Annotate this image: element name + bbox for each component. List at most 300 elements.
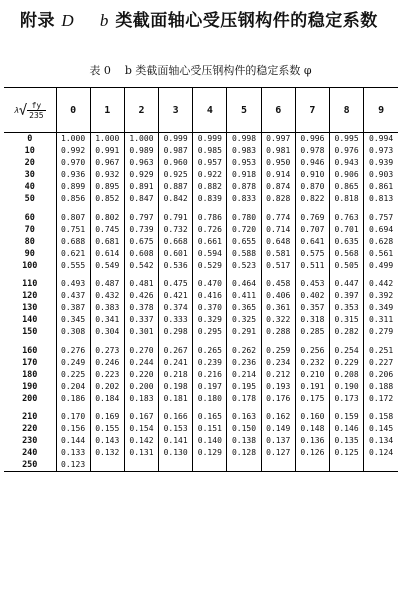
caption-number: 0 <box>103 64 111 77</box>
value-cell: 0.191 <box>295 381 329 393</box>
value-cell: 0.273 <box>90 345 124 357</box>
value-cell: 1.000 <box>124 133 158 146</box>
value-cell: 0.345 <box>56 314 90 326</box>
value-cell: 0.493 <box>56 278 90 290</box>
value-cell: 0.150 <box>227 423 261 435</box>
row-label-cell: 240 <box>22 448 38 459</box>
value-cell: 0.193 <box>261 381 295 393</box>
value-cell: 0.925 <box>159 169 193 181</box>
table-row <box>4 369 398 381</box>
value-cell: 0.241 <box>159 357 193 369</box>
heading-prefix: 附录 <box>20 11 55 31</box>
table-row <box>4 447 398 459</box>
value-cell: 0.129 <box>193 447 227 459</box>
value-cell: 0.254 <box>330 345 364 357</box>
value-cell: 0.499 <box>364 260 398 272</box>
value-cell: 0.991 <box>90 145 124 157</box>
value-cell: 0.176 <box>261 393 295 405</box>
value-cell: 0.183 <box>124 393 158 405</box>
value-cell: 0.146 <box>330 423 364 435</box>
value-cell: 0.661 <box>193 236 227 248</box>
value-cell: 0.999 <box>193 133 227 146</box>
value-cell: 0.847 <box>124 193 158 205</box>
value-cell: 0.311 <box>364 314 398 326</box>
value-cell: 0.555 <box>56 260 90 272</box>
radicand-fraction <box>27 101 45 120</box>
value-cell <box>159 459 193 472</box>
value-cell: 0.151 <box>193 423 227 435</box>
value-cell: 0.216 <box>193 369 227 381</box>
value-cell: 0.184 <box>90 393 124 405</box>
value-cell: 0.162 <box>261 411 295 423</box>
row-label-cell: 140 <box>22 315 38 326</box>
value-cell: 0.163 <box>227 411 261 423</box>
value-cell: 0.751 <box>56 224 90 236</box>
value-cell: 0.178 <box>227 393 261 405</box>
value-cell: 0.416 <box>193 290 227 302</box>
caption-label: 表 <box>89 64 101 77</box>
value-cell: 0.141 <box>159 435 193 447</box>
row-label-cell: 250 <box>4 459 56 472</box>
value-cell: 0.987 <box>159 145 193 157</box>
value-cell: 0.236 <box>227 357 261 369</box>
value-cell: 0.276 <box>56 345 90 357</box>
value-cell: 0.165 <box>193 411 227 423</box>
value-cell: 0.259 <box>261 345 295 357</box>
value-cell: 0.688 <box>56 236 90 248</box>
value-cell: 0.970 <box>56 157 90 169</box>
value-cell: 0.153 <box>159 423 193 435</box>
value-cell: 0.487 <box>90 278 124 290</box>
table-row <box>4 345 398 357</box>
value-cell: 0.939 <box>364 157 398 169</box>
value-cell: 0.206 <box>364 369 398 381</box>
value-cell: 0.511 <box>295 260 329 272</box>
value-cell: 0.167 <box>124 411 158 423</box>
value-cell: 0.133 <box>56 447 90 459</box>
value-cell: 0.130 <box>159 447 193 459</box>
value-cell: 0.635 <box>330 236 364 248</box>
value-cell: 0.694 <box>364 224 398 236</box>
value-cell <box>227 459 261 472</box>
value-cell: 0.726 <box>193 224 227 236</box>
table-row <box>4 224 398 236</box>
row-label-cell: 180 <box>22 369 38 380</box>
value-cell: 1.000 <box>90 133 124 146</box>
value-cell: 0.223 <box>90 369 124 381</box>
value-cell: 0.992 <box>56 145 90 157</box>
value-cell: 0.256 <box>295 345 329 357</box>
value-cell: 0.807 <box>56 212 90 224</box>
value-cell: 0.232 <box>295 357 329 369</box>
table-row <box>4 181 398 193</box>
value-cell: 0.166 <box>159 411 193 423</box>
table-row <box>4 381 398 393</box>
value-cell: 0.655 <box>227 236 261 248</box>
value-cell: 0.996 <box>295 133 329 146</box>
value-cell: 0.985 <box>193 145 227 157</box>
row-label-cell: 80 <box>24 236 35 247</box>
value-cell: 0.225 <box>56 369 90 381</box>
value-cell: 0.212 <box>261 369 295 381</box>
value-cell: 0.142 <box>124 435 158 447</box>
row-label-cell: 50 <box>24 194 35 205</box>
value-cell: 0.353 <box>330 302 364 314</box>
value-cell: 0.813 <box>364 193 398 205</box>
table-body <box>4 133 398 472</box>
table-caption <box>0 62 401 78</box>
value-cell: 0.983 <box>227 145 261 157</box>
value-cell: 0.536 <box>159 260 193 272</box>
value-cell: 0.707 <box>295 224 329 236</box>
value-cell: 0.426 <box>124 290 158 302</box>
value-cell: 1.000 <box>56 133 90 146</box>
value-cell: 0.208 <box>330 369 364 381</box>
value-cell: 0.882 <box>193 181 227 193</box>
row-label-cell: 100 <box>22 260 38 271</box>
page-heading <box>20 6 378 31</box>
value-cell: 0.170 <box>56 411 90 423</box>
value-cell: 0.802 <box>90 212 124 224</box>
value-cell: 0.608 <box>124 248 158 260</box>
row-label-cell: 20 <box>24 158 35 169</box>
value-cell: 0.137 <box>261 435 295 447</box>
value-cell: 0.234 <box>261 357 295 369</box>
heading-appendix-letter: D <box>61 11 75 30</box>
value-cell: 0.180 <box>193 393 227 405</box>
row-label-cell: 60 <box>24 212 35 223</box>
value-cell: 0.421 <box>159 290 193 302</box>
table-row <box>4 248 398 260</box>
value-cell: 0.325 <box>227 314 261 326</box>
value-cell: 0.936 <box>56 169 90 181</box>
value-cell: 0.298 <box>159 326 193 338</box>
sqrt-sign: √ <box>18 102 28 118</box>
row-label-cell: 170 <box>22 357 38 368</box>
row-label-cell: 150 <box>22 327 38 338</box>
value-cell: 0.675 <box>124 236 158 248</box>
value-cell: 0.995 <box>330 133 364 146</box>
value-cell: 0.301 <box>124 326 158 338</box>
value-cell: 0.899 <box>56 181 90 193</box>
value-cell: 0.186 <box>56 393 90 405</box>
value-cell: 0.156 <box>56 423 90 435</box>
value-cell: 0.943 <box>330 157 364 169</box>
value-cell: 0.973 <box>364 145 398 157</box>
value-cell: 0.322 <box>261 314 295 326</box>
table-row <box>4 212 398 224</box>
value-cell: 0.160 <box>295 411 329 423</box>
value-cell: 0.581 <box>261 248 295 260</box>
column-header: 8 <box>330 88 364 133</box>
value-cell: 0.128 <box>227 447 261 459</box>
value-cell: 0.333 <box>159 314 193 326</box>
value-cell: 0.361 <box>261 302 295 314</box>
row-label-cell: 220 <box>22 424 38 435</box>
heading-text: 类截面轴心受压钢构件的稳定系数 <box>115 11 378 31</box>
value-cell: 0.568 <box>330 248 364 260</box>
value-cell: 0.453 <box>295 278 329 290</box>
value-cell: 0.279 <box>364 326 398 338</box>
value-cell: 0.878 <box>227 181 261 193</box>
value-cell: 0.818 <box>330 193 364 205</box>
table-row <box>4 423 398 435</box>
value-cell: 0.910 <box>295 169 329 181</box>
value-cell: 0.903 <box>364 169 398 181</box>
caption-category-letter: b <box>124 64 132 77</box>
value-cell <box>295 459 329 472</box>
value-cell: 0.210 <box>295 369 329 381</box>
value-cell: 0.621 <box>56 248 90 260</box>
value-cell: 0.732 <box>159 224 193 236</box>
value-cell: 0.601 <box>159 248 193 260</box>
value-cell: 0.668 <box>159 236 193 248</box>
value-cell: 0.561 <box>364 248 398 260</box>
value-cell: 0.251 <box>364 345 398 357</box>
value-cell: 0.791 <box>159 212 193 224</box>
value-cell: 0.195 <box>227 381 261 393</box>
caption-text: 类截面轴心受压钢构件的稳定系数 <box>135 64 301 77</box>
value-cell: 0.267 <box>159 345 193 357</box>
value-cell: 0.963 <box>124 157 158 169</box>
value-cell: 0.318 <box>295 314 329 326</box>
value-cell: 0.200 <box>124 381 158 393</box>
value-cell: 0.447 <box>330 278 364 290</box>
table-row <box>4 157 398 169</box>
value-cell: 0.181 <box>159 393 193 405</box>
value-cell: 0.349 <box>364 302 398 314</box>
row-label-cell: 210 <box>22 411 38 422</box>
table-row <box>4 326 398 338</box>
table-row <box>4 411 398 423</box>
row-label-cell: 130 <box>22 303 38 314</box>
table-row <box>4 302 398 314</box>
value-cell: 0.144 <box>56 435 90 447</box>
value-cell: 0.198 <box>159 381 193 393</box>
table-row <box>4 169 398 181</box>
value-cell: 0.757 <box>364 212 398 224</box>
value-cell: 0.861 <box>364 181 398 193</box>
heading-category-letter: b <box>99 11 109 30</box>
value-cell: 0.239 <box>193 357 227 369</box>
value-cell: 0.197 <box>193 381 227 393</box>
value-cell: 0.745 <box>90 224 124 236</box>
value-cell: 0.357 <box>295 302 329 314</box>
value-cell: 0.517 <box>261 260 295 272</box>
value-cell: 0.998 <box>227 133 261 146</box>
value-cell <box>193 459 227 472</box>
value-cell: 0.341 <box>90 314 124 326</box>
value-cell: 0.125 <box>330 447 364 459</box>
row-label-cell: 30 <box>24 170 35 181</box>
radicand-denominator: 235 <box>29 110 44 120</box>
value-cell <box>124 459 158 472</box>
value-cell: 0.895 <box>90 181 124 193</box>
value-cell: 0.392 <box>364 290 398 302</box>
value-cell: 0.588 <box>227 248 261 260</box>
value-cell: 0.337 <box>124 314 158 326</box>
value-cell: 0.229 <box>330 357 364 369</box>
value-cell: 0.135 <box>330 435 364 447</box>
value-cell: 0.244 <box>124 357 158 369</box>
value-cell: 0.989 <box>124 145 158 157</box>
row-label-cell: 0 <box>27 134 33 144</box>
column-header: 9 <box>364 88 398 133</box>
value-cell: 0.295 <box>193 326 227 338</box>
value-cell: 0.291 <box>227 326 261 338</box>
value-cell <box>330 459 364 472</box>
value-cell: 0.270 <box>124 345 158 357</box>
value-cell: 0.929 <box>124 169 158 181</box>
column-header: 2 <box>124 88 158 133</box>
value-cell: 0.833 <box>227 193 261 205</box>
value-cell: 0.143 <box>90 435 124 447</box>
value-cell: 0.842 <box>159 193 193 205</box>
value-cell: 0.155 <box>90 423 124 435</box>
value-cell: 0.159 <box>330 411 364 423</box>
value-cell: 0.124 <box>364 447 398 459</box>
value-cell: 0.978 <box>295 145 329 157</box>
row-label-cell: 10 <box>24 146 35 157</box>
value-cell: 0.329 <box>193 314 227 326</box>
row-label-cell: 70 <box>24 224 35 235</box>
value-cell: 0.922 <box>193 169 227 181</box>
value-cell: 0.614 <box>90 248 124 260</box>
value-cell: 0.411 <box>227 290 261 302</box>
row-label-cell: 40 <box>24 182 35 193</box>
stability-coefficient-table <box>4 87 398 472</box>
value-cell: 0.997 <box>261 133 295 146</box>
value-cell: 0.891 <box>124 181 158 193</box>
value-cell: 0.138 <box>227 435 261 447</box>
column-header: 5 <box>227 88 261 133</box>
value-cell: 0.575 <box>295 248 329 260</box>
value-cell: 0.285 <box>295 326 329 338</box>
value-cell: 0.981 <box>261 145 295 157</box>
value-cell: 0.946 <box>295 157 329 169</box>
value-cell: 0.774 <box>261 212 295 224</box>
value-cell: 0.701 <box>330 224 364 236</box>
value-cell: 0.999 <box>159 133 193 146</box>
value-cell: 0.315 <box>330 314 364 326</box>
value-cell: 0.175 <box>295 393 329 405</box>
table-row <box>4 314 398 326</box>
value-cell: 0.914 <box>261 169 295 181</box>
value-cell: 0.387 <box>56 302 90 314</box>
value-cell: 0.148 <box>295 423 329 435</box>
value-cell: 0.641 <box>295 236 329 248</box>
value-cell: 0.458 <box>261 278 295 290</box>
value-cell <box>261 459 295 472</box>
value-cell: 0.154 <box>124 423 158 435</box>
column-header: 3 <box>159 88 193 133</box>
value-cell: 0.681 <box>90 236 124 248</box>
value-cell: 0.628 <box>364 236 398 248</box>
value-cell: 0.906 <box>330 169 364 181</box>
value-cell: 0.797 <box>124 212 158 224</box>
value-cell: 0.383 <box>90 302 124 314</box>
value-cell: 0.865 <box>330 181 364 193</box>
value-cell: 0.549 <box>90 260 124 272</box>
column-header: 1 <box>90 88 124 133</box>
table-row <box>4 145 398 157</box>
value-cell: 0.523 <box>227 260 261 272</box>
value-cell: 0.437 <box>56 290 90 302</box>
value-cell: 0.594 <box>193 248 227 260</box>
table-row <box>4 435 398 447</box>
value-cell: 0.220 <box>124 369 158 381</box>
value-cell <box>364 459 398 472</box>
value-cell: 0.786 <box>193 212 227 224</box>
column-header: 0 <box>56 88 90 133</box>
column-header: 7 <box>295 88 329 133</box>
value-cell: 0.874 <box>261 181 295 193</box>
lambda-symbol: λ <box>13 105 19 115</box>
value-cell: 0.265 <box>193 345 227 357</box>
value-cell: 0.140 <box>193 435 227 447</box>
row-label-cell: 160 <box>22 345 38 356</box>
value-cell: 0.529 <box>193 260 227 272</box>
value-cell: 0.262 <box>227 345 261 357</box>
row-label-cell: 110 <box>22 279 38 290</box>
row-header-cell <box>4 88 56 133</box>
value-cell: 0.378 <box>124 302 158 314</box>
value-cell: 0.249 <box>56 357 90 369</box>
value-cell: 0.505 <box>330 260 364 272</box>
value-cell: 0.932 <box>90 169 124 181</box>
value-cell: 0.202 <box>90 381 124 393</box>
value-cell: 0.131 <box>124 447 158 459</box>
value-cell: 0.481 <box>124 278 158 290</box>
value-cell: 0.132 <box>90 447 124 459</box>
value-cell: 0.720 <box>227 224 261 236</box>
table-row <box>4 357 398 369</box>
value-cell <box>90 459 124 472</box>
value-cell: 0.145 <box>364 423 398 435</box>
value-cell: 0.953 <box>227 157 261 169</box>
value-cell: 0.136 <box>295 435 329 447</box>
value-cell: 0.967 <box>90 157 124 169</box>
value-cell: 0.470 <box>193 278 227 290</box>
value-cell: 0.288 <box>261 326 295 338</box>
row-label-cell: 120 <box>22 291 38 302</box>
value-cell: 0.218 <box>159 369 193 381</box>
row-label-cell: 190 <box>22 381 38 392</box>
column-header: 4 <box>193 88 227 133</box>
value-cell: 0.304 <box>90 326 124 338</box>
table-row <box>4 133 398 146</box>
value-cell: 0.190 <box>330 381 364 393</box>
row-label-cell: 90 <box>24 248 35 259</box>
value-cell: 0.887 <box>159 181 193 193</box>
value-cell: 0.158 <box>364 411 398 423</box>
caption-symbol: φ <box>303 64 312 77</box>
value-cell: 0.828 <box>261 193 295 205</box>
value-cell: 0.406 <box>261 290 295 302</box>
row-label-cell: 200 <box>22 393 38 404</box>
value-cell: 0.739 <box>124 224 158 236</box>
table-row <box>4 193 398 205</box>
table-row <box>4 290 398 302</box>
value-cell: 0.432 <box>90 290 124 302</box>
value-cell: 0.957 <box>193 157 227 169</box>
value-cell: 0.542 <box>124 260 158 272</box>
value-cell: 0.204 <box>56 381 90 393</box>
table-row <box>4 459 398 472</box>
table-header-row <box>4 88 398 133</box>
value-cell: 0.134 <box>364 435 398 447</box>
value-cell: 0.172 <box>364 393 398 405</box>
